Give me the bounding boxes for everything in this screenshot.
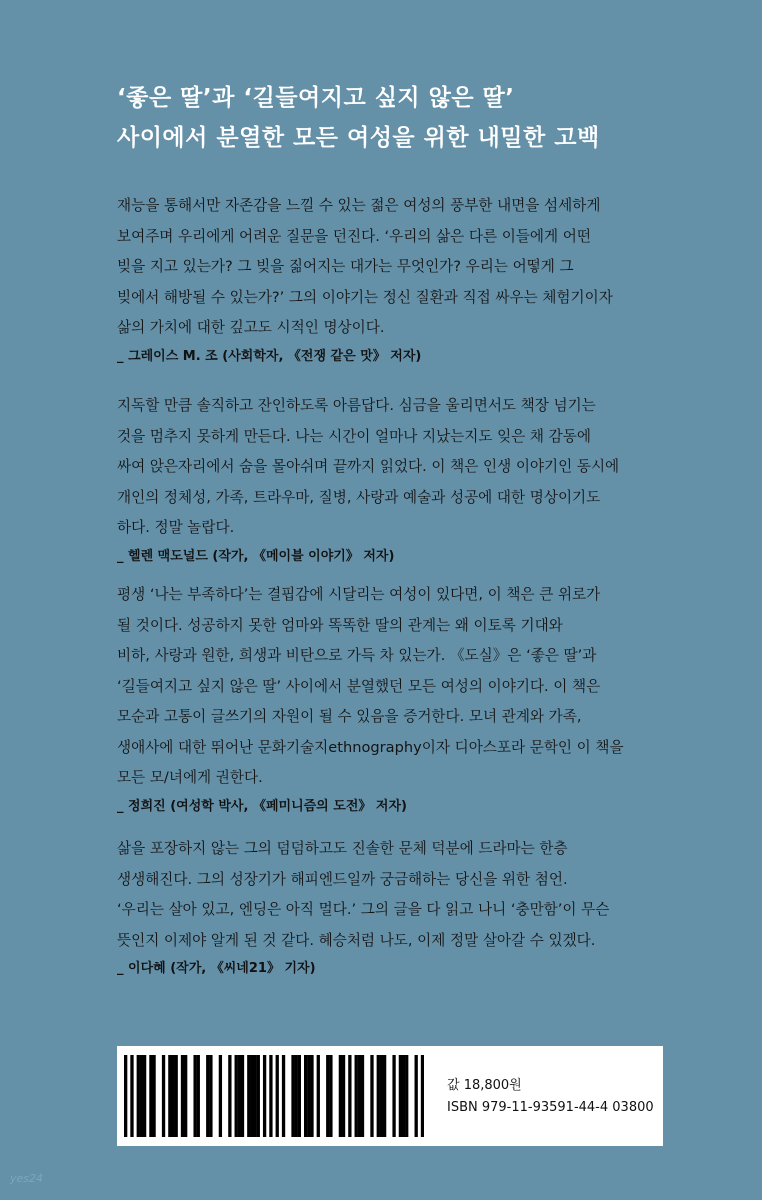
review-text-line: 재능을 통해서만 자존감을 느낄 수 있는 젊은 여성의 풍부한 내면을 섬세하게 bbox=[117, 197, 601, 214]
barcode-bar bbox=[310, 1055, 313, 1137]
review-text-line: 될 것이다. 성공하지 못한 엄마와 똑똑한 딸의 관계는 왜 이토록 기대와 bbox=[117, 616, 563, 634]
review-attribution: _ 정희진 (여성학 박사, 《페미니즘의 도전》 저자) bbox=[117, 798, 407, 814]
barcode-bar bbox=[140, 1055, 143, 1137]
barcode-bar bbox=[250, 1055, 253, 1137]
isbn-label: ISBN 979-11-93591-44-4 03800 bbox=[447, 1100, 654, 1115]
barcode-bar bbox=[282, 1055, 285, 1137]
review-text-line: 삶을 포장하지 않는 그의 덤덤하고도 진솔한 문체 덕분에 드라마는 한층 bbox=[117, 840, 568, 857]
barcode-bar bbox=[197, 1055, 200, 1137]
barcode-bar bbox=[370, 1055, 373, 1137]
headline bbox=[117, 78, 600, 158]
review-text-line: 뜻인지 이제야 알게 된 것 같다. 혜승처럼 나도, 이제 정말 살아갈 수 있겠다. bbox=[117, 931, 596, 949]
review-text-line: 삶의 가치에 대한 깊고도 시적인 명상이다. bbox=[117, 319, 385, 336]
review-attribution: _ 헬렌 맥도널드 (작가, 《메이블 이야기》 저자) bbox=[117, 548, 395, 564]
barcode-bar bbox=[339, 1055, 342, 1137]
barcode-bar bbox=[143, 1055, 146, 1137]
review-text-line: 비하, 사랑과 원한, 희생과 비탄으로 가득 차 있는가. 《도실》은 ‘좋은 딸’과 bbox=[117, 647, 597, 664]
review-text-line: 것을 멈추지 못하게 만든다. 나는 시간이 얼마나 지났는지도 잊은 채 감동에 bbox=[117, 427, 591, 445]
barcode-bar bbox=[184, 1055, 187, 1137]
barcode-bar bbox=[421, 1055, 424, 1137]
review-text-line: 모든 모/녀에게 권한다. bbox=[117, 769, 263, 786]
barcode-bar bbox=[377, 1055, 380, 1137]
review-lee-dahye bbox=[117, 834, 677, 980]
barcode-bar bbox=[329, 1055, 332, 1137]
barcode-bar bbox=[304, 1055, 307, 1137]
review-text-line: 보여주며 우리에게 어려운 질문을 던진다. ‘우리의 삶은 다른 이들에게 어떤 bbox=[117, 227, 591, 245]
barcode-image bbox=[124, 1055, 424, 1137]
barcode-bar bbox=[276, 1055, 279, 1137]
barcode-bar bbox=[291, 1055, 294, 1137]
review-grace-cho bbox=[117, 191, 677, 368]
review-text-line: 지독할 만큼 솔직하고 잔인하도록 아름답다. 심금을 울리면서도 책장 넘기는 bbox=[117, 397, 596, 414]
barcode-bar bbox=[168, 1055, 171, 1137]
review-text-line: 빚을 지고 있는가? 그 빚을 짊어지는 대가는 무엇인가? 우리는 어떻게 그 bbox=[117, 258, 574, 275]
barcode-bar bbox=[307, 1055, 310, 1137]
barcode-bar bbox=[298, 1055, 301, 1137]
barcode-bar bbox=[175, 1055, 178, 1137]
barcode-bar bbox=[171, 1055, 174, 1137]
barcode-bar bbox=[206, 1055, 209, 1137]
review-text-line: 생생해진다. 그의 성장기가 해피엔드일까 궁금해하는 당신을 위한 첨언. bbox=[117, 870, 568, 888]
barcode-bar bbox=[130, 1055, 133, 1137]
barcode-bar bbox=[342, 1055, 345, 1137]
barcode-bar bbox=[263, 1055, 266, 1137]
barcode-bar bbox=[253, 1055, 256, 1137]
barcode-bar bbox=[392, 1055, 395, 1137]
review-text-line: 빚에서 해방될 수 있는가?’ 그의 이야기는 정신 질환과 직접 싸우는 체험기이자 bbox=[117, 288, 613, 306]
barcode-bar bbox=[257, 1055, 260, 1137]
barcode-bar bbox=[317, 1055, 320, 1137]
watermark-logo: yes24 bbox=[10, 1172, 44, 1185]
barcode-bar bbox=[405, 1055, 408, 1137]
headline-line-2: 사이에서 분열한 모든 여성을 위한 내밀한 고백 bbox=[117, 125, 600, 151]
review-text-line: ‘길들여지고 싶지 않은 딸’ 사이에서 분열했던 모든 여성의 이야기다. 이 책은 bbox=[117, 677, 601, 695]
review-text-line: 생애사에 대한 뛰어난 문화기술지ethnography이자 디아스포라 문학인 이 책을 bbox=[117, 738, 624, 756]
barcode-bar bbox=[295, 1055, 298, 1137]
barcode-bar bbox=[269, 1055, 272, 1137]
review-text-line: 모순과 고통이 글쓰기의 자원이 될 수 있음을 증거한다. 모녀 관계와 가족, bbox=[117, 708, 582, 725]
review-text-line: 싸여 앉은자리에서 숨을 몰아쉬며 끝까지 읽었다. 이 책은 인생 이야기인 동시에 bbox=[117, 458, 620, 475]
barcode-bar bbox=[137, 1055, 140, 1137]
barcode-bar bbox=[235, 1055, 238, 1137]
price-label: 값 18,800원 bbox=[447, 1078, 522, 1093]
review-text-line: ‘우리는 살아 있고, 엔딩은 아직 멀다.’ 그의 글을 다 읽고 나니 ‘충만함’이 무슨 bbox=[117, 901, 610, 918]
barcode-bar bbox=[181, 1055, 184, 1137]
barcode-bar bbox=[326, 1055, 329, 1137]
barcode-bar bbox=[380, 1055, 383, 1137]
barcode-bar bbox=[358, 1055, 361, 1137]
review-text-line: 하다. 정말 놀랍다. bbox=[117, 519, 235, 536]
review-attribution: _ 이다혜 (작가, 《씨네21》 기자) bbox=[117, 961, 316, 976]
barcode-bar bbox=[247, 1055, 250, 1137]
barcode-bar bbox=[355, 1055, 358, 1137]
barcode-bar bbox=[209, 1055, 212, 1137]
barcode-bar bbox=[399, 1055, 402, 1137]
barcode-bar bbox=[152, 1055, 155, 1137]
barcode-bar bbox=[162, 1055, 165, 1137]
review-jeong-heejin bbox=[117, 580, 677, 818]
barcode-bar bbox=[228, 1055, 231, 1137]
barcode-bar bbox=[149, 1055, 152, 1137]
barcode-bar bbox=[238, 1055, 241, 1137]
review-text-line: 개인의 정체성, 가족, 트라우마, 질병, 사랑과 예술과 성공에 대한 명상이기도 bbox=[117, 488, 601, 506]
barcode-bar bbox=[348, 1055, 351, 1137]
headline-line-1: ‘좋은 딸’과 ‘길들여지고 싶지 않은 딸’ bbox=[117, 85, 515, 111]
barcode-panel bbox=[117, 1046, 663, 1146]
barcode-bar bbox=[219, 1055, 222, 1137]
barcode-bar bbox=[361, 1055, 364, 1137]
barcode-bar bbox=[124, 1055, 127, 1137]
review-helen-macdonald bbox=[117, 391, 677, 568]
barcode-bar bbox=[415, 1055, 418, 1137]
barcode-bar bbox=[193, 1055, 196, 1137]
review-attribution: _ 그레이스 M. 조 (사회학자, 《전쟁 같은 맛》 저자) bbox=[117, 348, 422, 364]
barcode-bar bbox=[383, 1055, 386, 1137]
barcode-bar bbox=[241, 1055, 244, 1137]
barcode-bar bbox=[402, 1055, 405, 1137]
review-text-line: 평생 ‘나는 부족하다’는 결핍감에 시달리는 여성이 있다면, 이 책은 큰 위로가 bbox=[117, 586, 601, 603]
